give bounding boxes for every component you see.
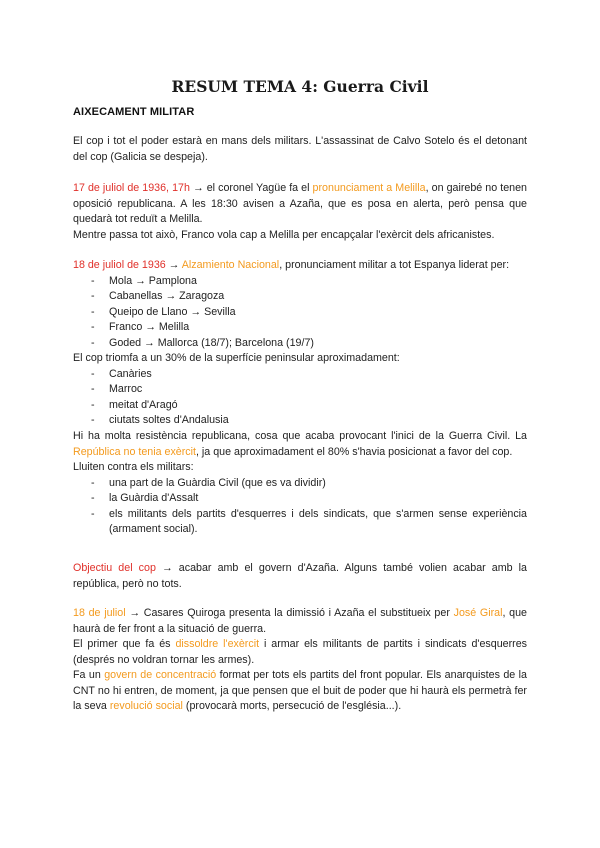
paragraph-objective: Objectiu del cop → acabar amb el govern d'Azaña. Alguns també volien acabar amb la república, però no tots. bbox=[73, 562, 528, 590]
term-highlight: Alzamiento Nacional bbox=[181, 259, 280, 271]
intro-text: El cop i tot el poder estarà en mans dels militars. L'assassinat de Calvo Sotelo és el detonant del cop (Galicia se despeja). bbox=[73, 135, 527, 163]
section-17-july bbox=[73, 181, 527, 243]
list-item: - Queipo de Llano → Sevilla bbox=[73, 305, 527, 321]
list-item: - meitat d'Aragó bbox=[73, 398, 527, 414]
list-item: - els militants dels partits d'esquerres i dels sindicats, que s'armen sense experiència (armament social). bbox=[73, 507, 527, 538]
paragraph-giral: 18 de juliol → Casares Quiroga presenta la dimissió i Azaña el substitueix per José Giral, que haurà de fer front a la situació de guerra. bbox=[73, 607, 527, 635]
paragraph-concentration: Fa un govern de concentració format per tots els partits del front popular. Els anarquistes de la CNT no hi entren, de moment, ja que pensen que el buit de poder que hi haurà els permetrà fer la seva revolució social (provocarà morts, persecució de l'església...). bbox=[73, 669, 527, 712]
term-highlight: José Giral bbox=[453, 607, 503, 619]
term-highlight: pronunciament a Melilla bbox=[312, 182, 426, 194]
date-highlight: 18 de juliol bbox=[73, 607, 126, 619]
term-highlight-red: Objectiu del cop bbox=[73, 562, 156, 574]
list-item: - Marroc bbox=[73, 382, 527, 398]
paragraph-dissolve: El primer que fa és dissoldre l'exèrcit i armar els militants de partits i sindicats d'esquerres (després no voldran tornar les armes). bbox=[73, 638, 527, 666]
list-item: - Cabanellas → Zaragoza bbox=[73, 289, 527, 305]
paragraph-resistance: Hi ha molta resistència republicana, cosa que acaba provocant l'inici de la Guerra Civil. La República no tenia exèrcit, ja que aproximadament el 80% s'havia posicionat a favor del cop. bbox=[73, 430, 527, 458]
section-objective bbox=[73, 561, 527, 592]
list-item: - ciutats soltes d'Andalusia bbox=[73, 413, 527, 429]
section-18-july-1936 bbox=[73, 258, 527, 429]
intro-paragraph bbox=[73, 134, 527, 165]
term-highlight: govern de concentració bbox=[104, 669, 217, 681]
paragraph-alzamiento: 18 de juliol de 1936 → Alzamiento Nacional, pronunciament militar a tot Espanya liderat per: bbox=[73, 259, 510, 271]
term-highlight: República no tenia exèrcit bbox=[73, 445, 196, 458]
paragraph-franco: Mentre passa tot això, Franco vola cap a Melilla per encapçalar l'exèrcit dels africanistes. bbox=[73, 228, 495, 241]
paragraph-fighters: Lluiten contra els militars: bbox=[73, 461, 194, 473]
territories-list bbox=[73, 367, 527, 429]
paragraph-triumph: El cop triomfa a un 30% de la superfície peninsular aproximadament: bbox=[73, 352, 400, 364]
section-18-july bbox=[73, 606, 527, 715]
list-item: - una part de la Guàrdia Civil (que es va dividir) bbox=[73, 476, 527, 492]
section-resistance bbox=[73, 429, 527, 538]
date-highlight: 18 de juliol de 1936 bbox=[73, 259, 166, 271]
leaders-list bbox=[73, 274, 527, 352]
document-title: RESUM TEMA 4: Guerra Civil bbox=[171, 77, 429, 96]
list-item: - Goded → Mallorca (18/7); Barcelona (19/7) bbox=[73, 336, 527, 352]
paragraph-yague: 17 de juliol de 1936, 17h → el coronel Yagüe fa el pronunciament a Melilla, on gairebé no tenen oposició republicana. A les 18:30 avisen a Azaña, que es posa en alerta, però pensa que quedarà tot reduït a Melilla. bbox=[73, 182, 527, 225]
list-item: - la Guàrdia d'Assalt bbox=[73, 491, 527, 507]
section-heading: AIXECAMENT MILITAR bbox=[73, 106, 195, 118]
list-item: - Canàries bbox=[73, 367, 527, 383]
list-item: - Mola → Pamplona bbox=[73, 274, 527, 290]
fighters-list bbox=[73, 476, 527, 538]
date-highlight: 17 de juliol de 1936, 17h bbox=[73, 182, 190, 194]
list-item: - Franco → Melilla bbox=[73, 320, 527, 336]
term-highlight: dissoldre l'exèrcit bbox=[175, 638, 260, 650]
term-highlight: revolució social bbox=[109, 700, 183, 712]
